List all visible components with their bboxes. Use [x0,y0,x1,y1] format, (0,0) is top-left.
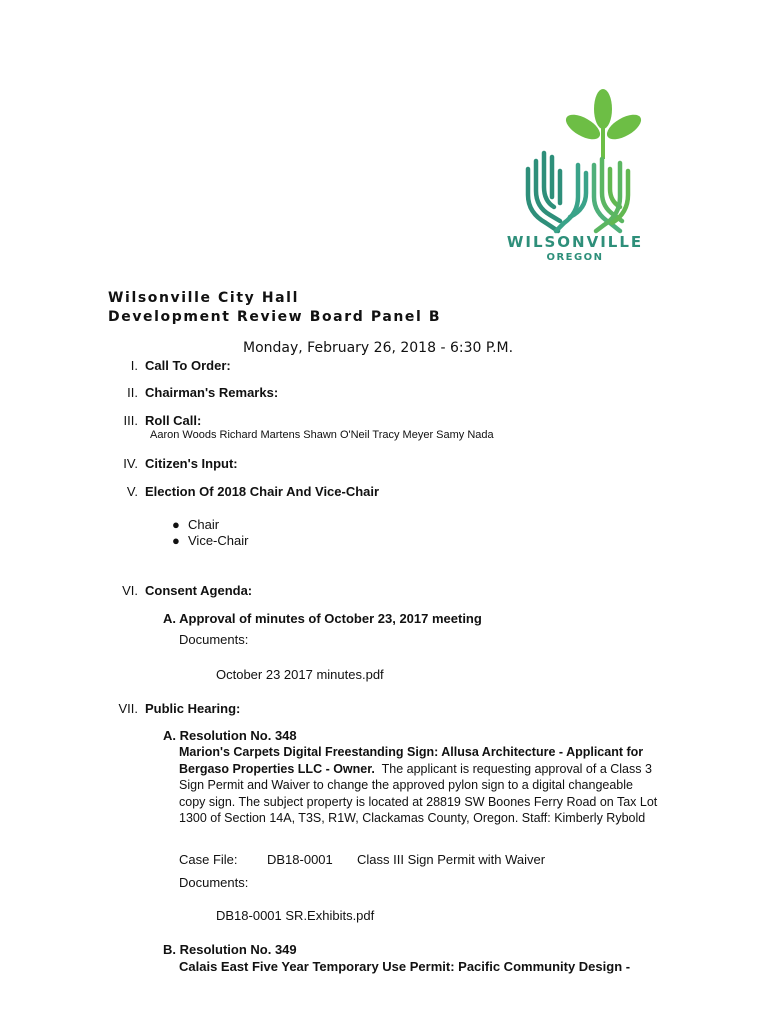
logo-name: WILSONVILLE [506,233,644,251]
list-item: Vice-Chair [188,533,249,548]
document-link[interactable]: October 23 2017 minutes.pdf [216,667,384,682]
agenda-item-title: Public Hearing: [145,701,241,716]
document-link[interactable]: DB18-0001 SR.Exhibits.pdf [216,908,375,923]
subitem-title: A. Approval of minutes of October 23, 2017 meeting [163,611,482,626]
agenda-number: II. [127,385,138,400]
agenda-item-title: Roll Call: [145,413,202,428]
agenda-number: VII. [118,701,138,716]
agenda-item-title: Chairman's Remarks: [145,385,279,400]
agenda-number: III. [123,413,138,428]
board-title: Development Review Board Panel B [108,309,442,325]
documents-label: Documents: [179,632,249,647]
location-title: Wilsonville City Hall [108,290,299,306]
case-file-description: Class III Sign Permit with Waiver [357,852,546,867]
case-file-label: Case File: [179,852,238,867]
w-mark-icon [528,153,628,231]
logo-wordmark [500,233,650,263]
agenda-item-title: Call To Order: [145,358,231,373]
agenda-item-title: Consent Agenda: [145,583,253,598]
agenda-number: IV. [123,456,138,471]
resolution-description [179,744,659,827]
agenda-item-title: Election Of 2018 Chair And Vice-Chair [145,484,380,499]
resolution-heading: Calais East Five Year Temporary Use Permit: Pacific Community Design - [179,959,631,974]
bullet-icon: ● [172,533,180,548]
logo-subtitle: OREGON [546,252,604,263]
roll-call-members: Aaron Woods Richard Martens Shawn O'Neil Tracy Meyer Samy Nada [150,429,494,441]
agenda-number: VI. [122,583,138,598]
resolution-details: The applicant is requesting approval of a Class 3 Sign Permit and Waiver to change the approved pylon sign to a digital changeable copy sign. The subject property is located at 28819 SW Boones Ferry Road on Tax Lot 1300 of Section 14A, T3S, R1W, Clackamas County, Oregon. Staff: Kimberly Rybold [179,761,658,825]
resolution-heading: Marion's Carpets Digital Freestanding Sign: Allusa Architecture - Applicant for Bergaso Properties LLC - Owner. [179,745,644,776]
bullet-icon: ● [172,517,180,532]
meeting-date: Monday, February 26, 2018 - 6:30 P.M. [243,340,514,356]
list-item: Chair [188,517,220,532]
case-file-number: DB18-0001 [267,852,333,867]
agenda-number: I. [130,358,138,373]
documents-label: Documents: [179,875,249,890]
agenda-number: V. [126,484,138,499]
subitem-title: B. Resolution No. 349 [163,942,297,957]
agenda-item-title: Citizen's Input: [145,456,238,471]
leaf-icon [562,89,645,159]
subitem-title: A. Resolution No. 348 [163,728,297,743]
